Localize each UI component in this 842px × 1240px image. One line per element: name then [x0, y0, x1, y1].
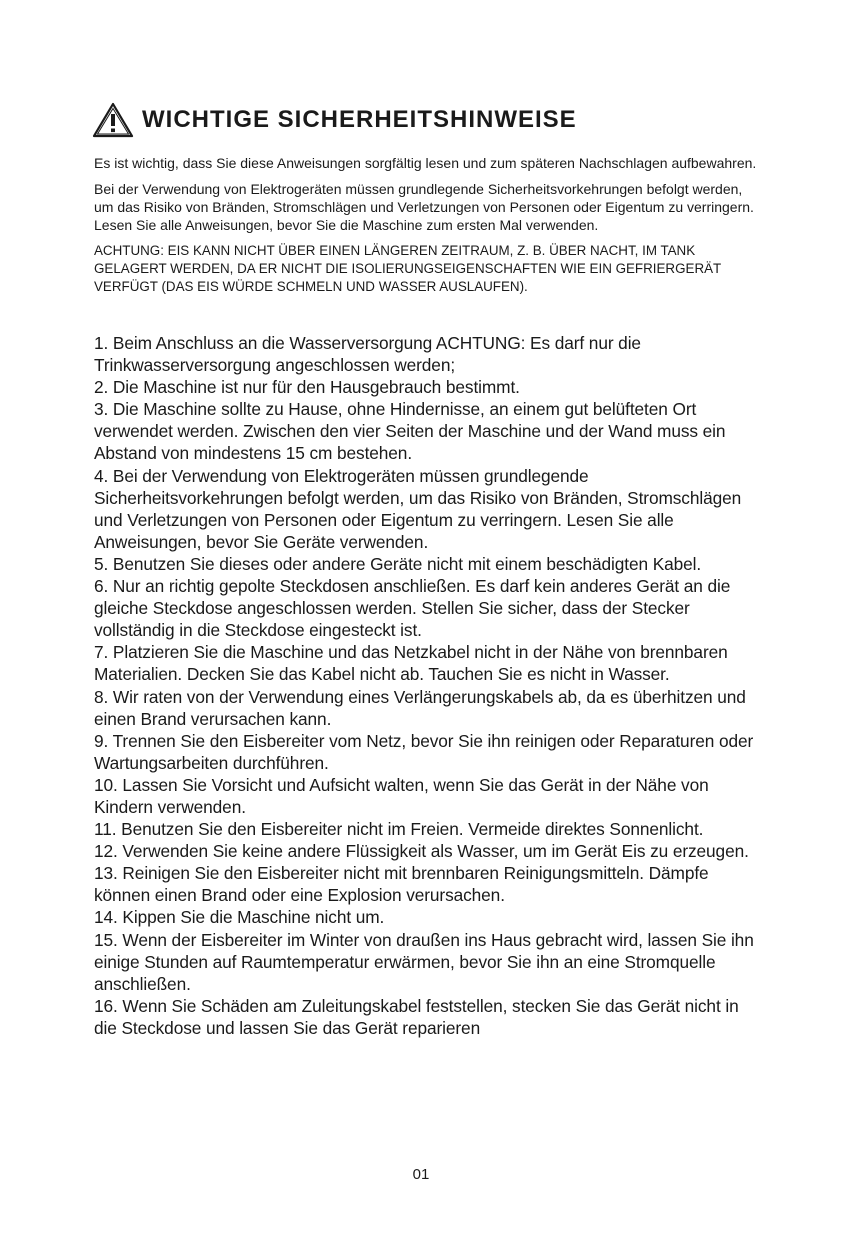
warning-triangle-icon: [92, 102, 134, 138]
intro-paragraph: Es ist wichtig, dass Sie diese Anweisungen sorgfältig lesen und zum späteren Nachschlagen aufbewahren.: [94, 155, 757, 171]
list-item: 1. Beim Anschluss an die Wasserversorgung ACHTUNG: Es darf nur die Trinkwasserversorgung angeschlossen werden;: [94, 333, 641, 376]
list-item: 11. Benutzen Sie den Eisbereiter nicht im Freien. Vermeide direktes Sonnenlicht.: [94, 819, 704, 840]
list-item: 15. Wenn der Eisbereiter im Winter von draußen ins Haus gebracht wird, lassen Sie ihn einige Stunden auf Raumtemperatur erwärmen, bevor Sie ihn an eine Stromquelle anschließen.: [94, 929, 754, 994]
caution-paragraph: ACHTUNG: EIS KANN NICHT ÜBER EINEN LÄNGEREN ZEITRAUM, Z. B. ÜBER NACHT, IM TANK GELAGERT WERDEN, DA ER NICHT DIE ISOLIERUNGSEIGENSCHAFTEN WIE EIN GEFRIERGERÄT VERFÜGT (DAS EIS WÜRDE SCHMELN UND WASSER AUSLAUFEN).: [94, 243, 721, 294]
intro-paragraph: Bei der Verwendung von Elektrogeräten müssen grundlegende Sicherheitsvorkehrungen befolgt werden, um das Risiko von Bränden, Stromschlägen und Verletzungen von Personen oder Eigentum zu verringern. Lesen Sie alle Anweisungen, bevor Sie die Maschine zum ersten Mal verwenden.: [94, 181, 754, 233]
list-item: 9. Trennen Sie den Eisbereiter vom Netz, bevor Sie ihn reinigen oder Reparaturen oder Wartungsarbeiten durchführen.: [94, 730, 754, 773]
page-title: WICHTIGE SICHERHEITSHINWEISE: [142, 106, 577, 133]
list-item: 3. Die Maschine sollte zu Hause, ohne Hindernisse, an einem gut belüfteten Ort verwendet werden. Zwischen den vier Seiten der Maschine und der Wand muss ein Abstand von mindestens 15 cm bestehen.: [94, 399, 726, 464]
list-item: 13. Reinigen Sie den Eisbereiter nicht mit brennbaren Reinigungsmitteln. Dämpfe können einen Brand oder eine Explosion verursachen.: [94, 863, 709, 906]
list-item: 2. Die Maschine ist nur für den Hausgebrauch bestimmt.: [94, 377, 520, 398]
safety-instructions-list: [94, 332, 764, 1039]
list-item: 7. Platzieren Sie die Maschine und das Netzkabel nicht in der Nähe von brennbaren Materialien. Decken Sie das Kabel nicht ab. Tauchen Sie es nicht in Wasser.: [94, 642, 728, 685]
list-item: 12. Verwenden Sie keine andere Flüssigkeit als Wasser, um im Gerät Eis zu erzeugen.: [94, 841, 749, 862]
list-item: 4. Bei der Verwendung von Elektrogeräten müssen grundlegende Sicherheitsvorkehrungen befolgt werden, um das Risiko von Bränden, Stromschlägen und Verletzungen von Personen oder Eigentum zu verringern. Lesen Sie alle Anweisungen, bevor Sie Geräte verwenden.: [94, 465, 742, 552]
list-item: 8. Wir raten von der Verwendung eines Verlängerungskabels ab, da es überhitzen und einen Brand verursachen kann.: [94, 686, 746, 729]
page-number: 01: [412, 1166, 430, 1183]
document-page: [94, 100, 764, 1039]
list-item: 5. Benutzen Sie dieses oder andere Geräte nicht mit einem beschädigten Kabel.: [94, 553, 702, 574]
list-item: 6. Nur an richtig gepolte Steckdosen anschließen. Es darf kein anderes Gerät an die gleiche Steckdose angeschlossen werden. Stellen Sie sicher, dass der Stecker vollständig in die Steckdose eingesteckt ist.: [94, 576, 731, 641]
list-item: 16. Wenn Sie Schäden am Zuleitungskabel feststellen, stecken Sie das Gerät nicht in die Steckdose und lassen Sie das Gerät reparieren: [94, 995, 739, 1038]
title-row: [92, 100, 764, 140]
list-item: 14. Kippen Sie die Maschine nicht um.: [94, 907, 385, 928]
list-item: 10. Lassen Sie Vorsicht und Aufsicht walten, wenn Sie das Gerät in der Nähe von Kindern verwenden.: [94, 774, 709, 817]
intro-section: [94, 154, 764, 296]
